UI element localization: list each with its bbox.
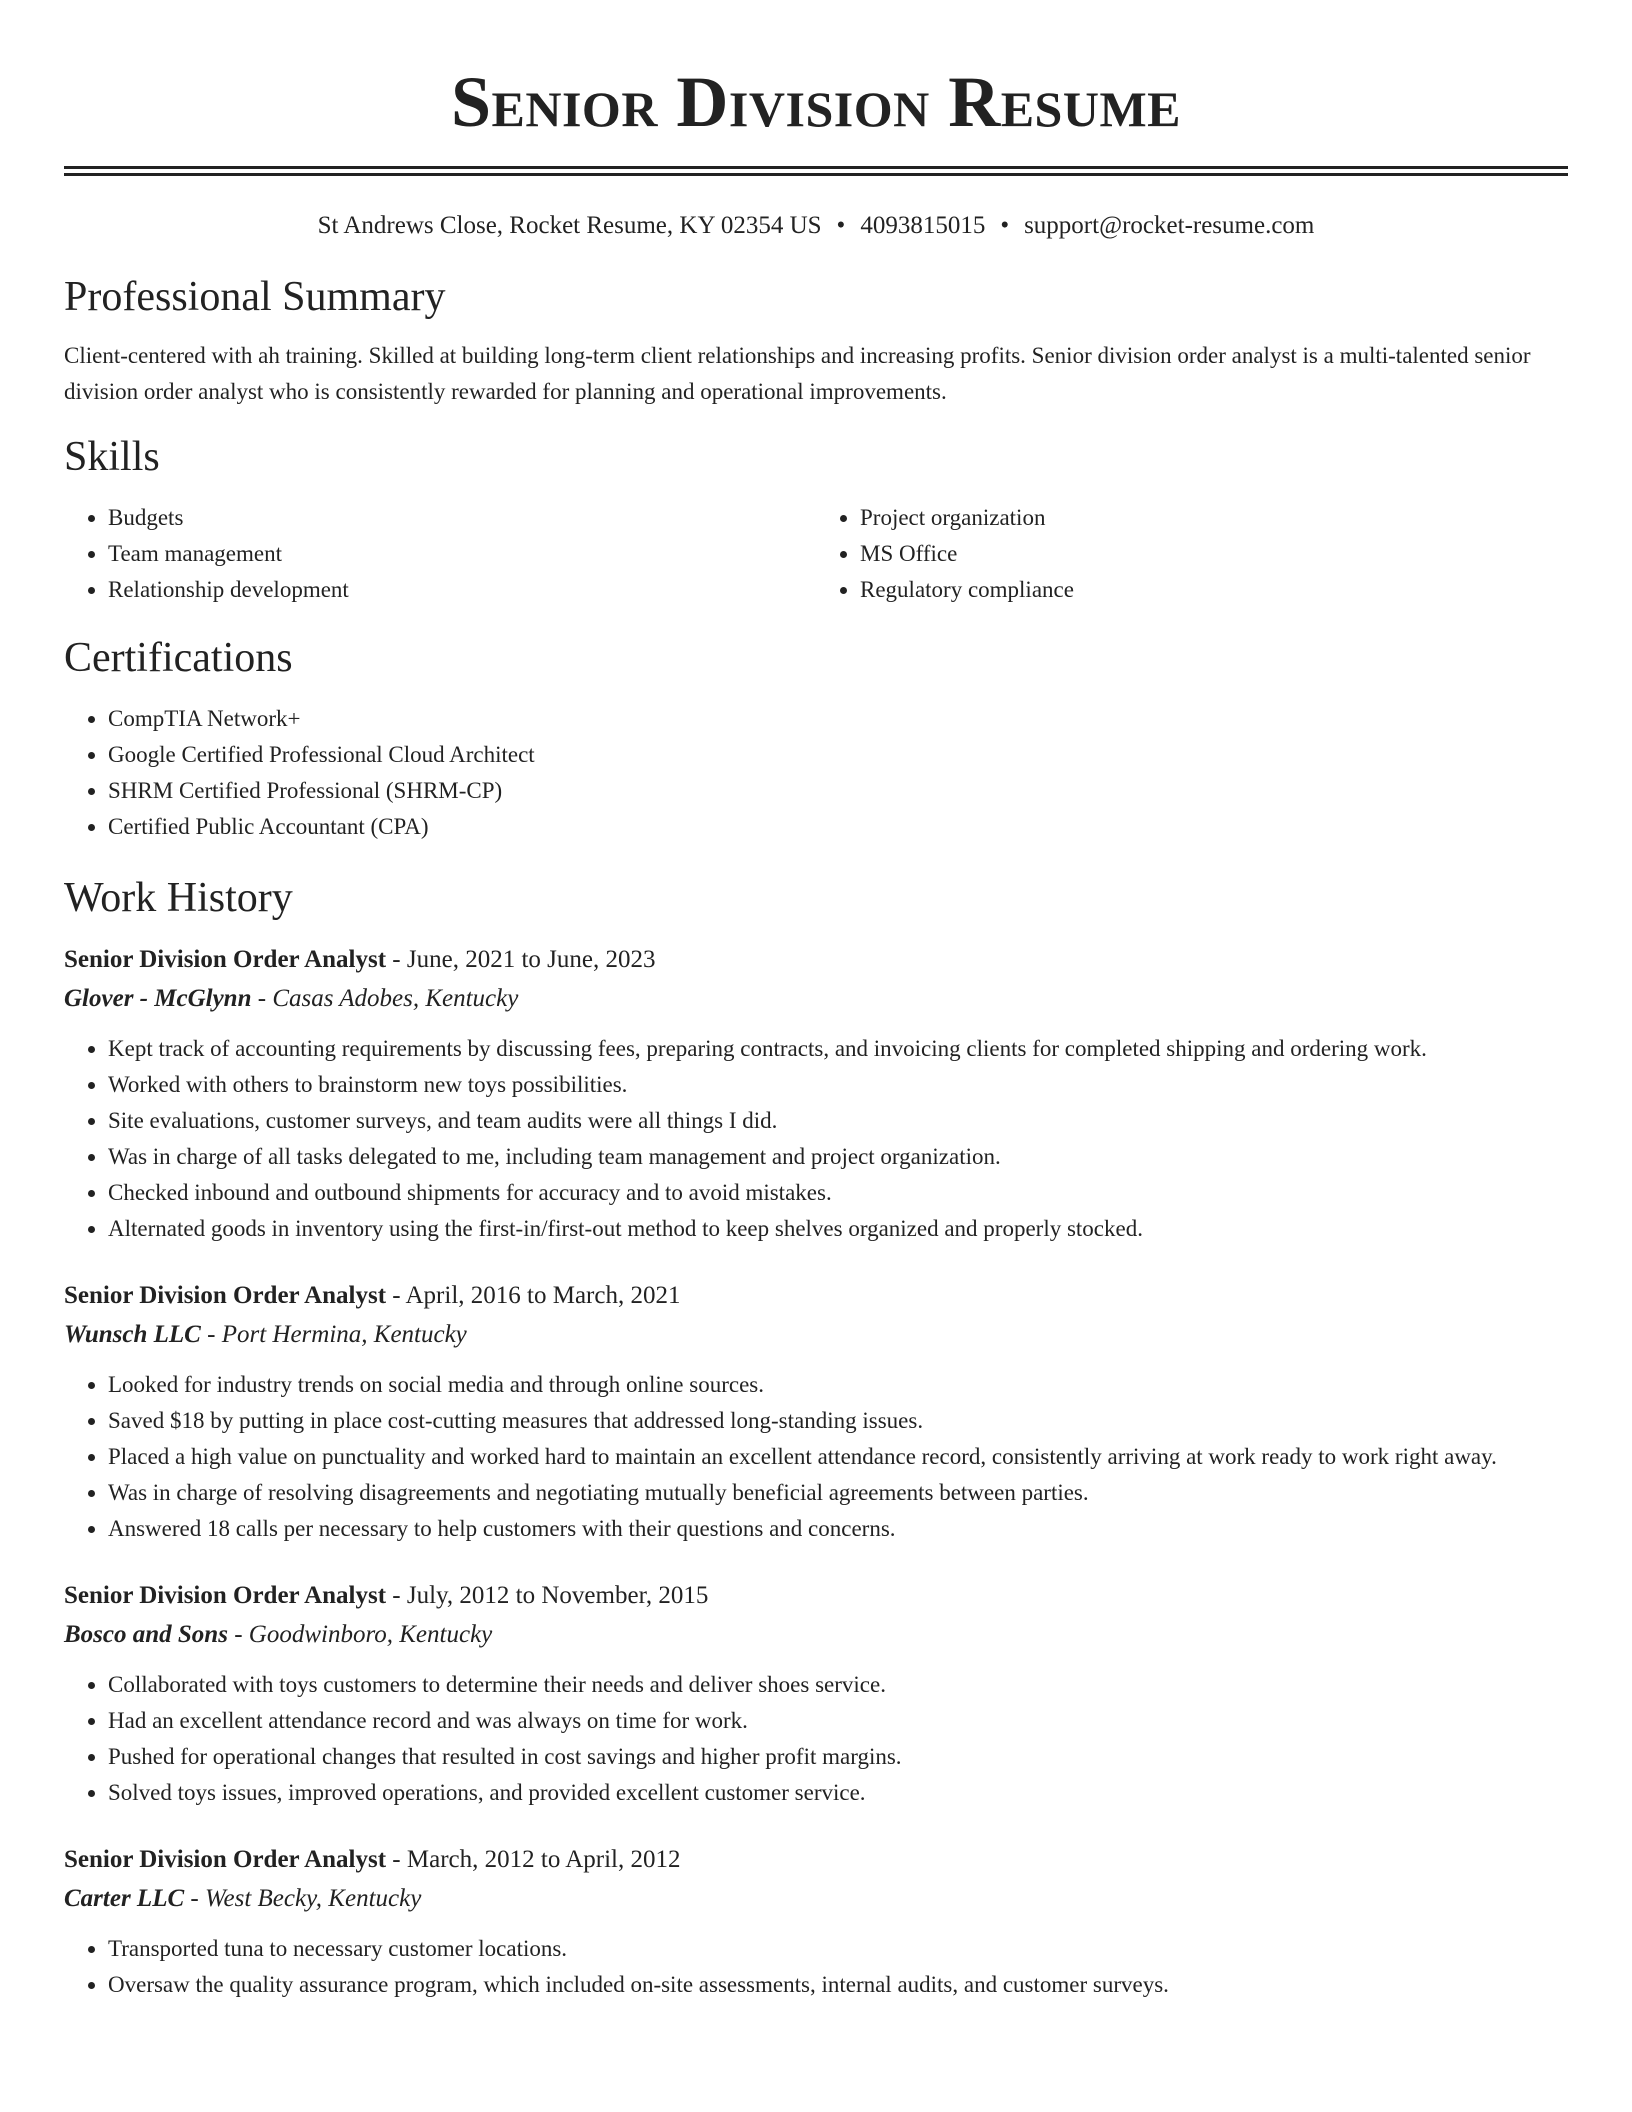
job-bullets xyxy=(64,1667,1568,1811)
job-bullets xyxy=(64,1367,1568,1547)
job-role: Senior Division Order Analyst xyxy=(64,946,387,973)
job-company: Glover - McGlynn xyxy=(64,985,252,1012)
job-location: Casas Adobes, Kentucky xyxy=(272,985,519,1012)
contact-phone: 4093815015 xyxy=(860,212,986,239)
job-dash: - xyxy=(386,1582,407,1609)
job-entry xyxy=(64,1277,1568,1547)
job-location: Goodwinboro, Kentucky xyxy=(248,1621,493,1648)
job-header xyxy=(64,941,1568,979)
job-entry xyxy=(64,1577,1568,1811)
job-bullet: • Was in charge of resolving disagreements and negotiating mutually beneficial agreements between parties. xyxy=(108,1475,1568,1511)
certification-item: • CompTIA Network+ xyxy=(108,701,1568,737)
job-bullet: • Looked for industry trends on social media and through online sources. xyxy=(108,1367,1568,1403)
job-bullet: • Site evaluations, customer surveys, and team audits were all things I did. xyxy=(108,1103,1568,1139)
certifications-list xyxy=(64,701,1568,845)
summary-heading: Professional Summary xyxy=(64,274,446,320)
job-bullet: • Pushed for operational changes that resulted in cost savings and higher profit margins. xyxy=(108,1739,1568,1775)
skill-item: • Budgets xyxy=(108,500,816,536)
skills-heading: Skills xyxy=(64,434,160,480)
contact-line xyxy=(64,210,1568,242)
job-role: Senior Division Order Analyst xyxy=(64,1846,387,1873)
skills-columns xyxy=(64,500,1568,608)
job-bullet: • Saved $18 by putting in place cost-cutting measures that addressed long-standing issues. xyxy=(108,1403,1568,1439)
summary-text: Client-centered with ah training. Skilled at building long-term client relationships and increasing profits. Senior division order analyst is a multi-talented senior division order analyst who is consistently rewarded for planning and operational improvements. xyxy=(64,343,1531,404)
job-dates: July, 2012 to November, 2015 xyxy=(406,1582,709,1609)
job-bullet: • Answered 18 calls per necessary to help customers with their questions and concerns. xyxy=(108,1511,1568,1547)
job-header xyxy=(64,1577,1568,1615)
contact-separator: • xyxy=(836,212,846,239)
job-bullets xyxy=(64,1031,1568,1247)
contact-email: support@rocket-resume.com xyxy=(1024,212,1315,239)
skill-item: • Project organization xyxy=(860,500,1568,536)
job-dates: June, 2021 to June, 2023 xyxy=(406,946,656,973)
job-employer xyxy=(64,979,1568,1019)
resume-title: Senior Division Resume xyxy=(450,62,1182,142)
job-role: Senior Division Order Analyst xyxy=(64,1582,387,1609)
contact-separator: • xyxy=(1000,212,1010,239)
job-employer xyxy=(64,1615,1568,1655)
job-bullet: • Kept track of accounting requirements by discussing fees, preparing contracts, and invoicing clients for completed shipping and ordering work. xyxy=(108,1031,1568,1067)
skill-item: • Regulatory compliance xyxy=(860,572,1568,608)
job-dash: - xyxy=(251,985,273,1012)
job-bullet: • Alternated goods in inventory using the first-in/first-out method to keep shelves organized and properly stocked. xyxy=(108,1211,1568,1247)
certification-item: • Google Certified Professional Cloud Architect xyxy=(108,737,1568,773)
job-bullet: • Solved toys issues, improved operations, and provided excellent customer service. xyxy=(108,1775,1568,1811)
job-dates: April, 2016 to March, 2021 xyxy=(405,1282,681,1309)
job-dates: March, 2012 to April, 2012 xyxy=(406,1846,681,1873)
job-bullet: • Oversaw the quality assurance program, which included on-site assessments, internal audits, and customer surveys. xyxy=(108,1967,1568,2003)
skills-list-left xyxy=(64,500,816,608)
title-double-rule xyxy=(64,166,1568,176)
job-bullet: • Transported tuna to necessary customer locations. xyxy=(108,1931,1568,1967)
job-entry xyxy=(64,941,1568,1247)
job-header xyxy=(64,1841,1568,1879)
job-employer xyxy=(64,1879,1568,1919)
job-employer xyxy=(64,1315,1568,1355)
job-dash: - xyxy=(227,1621,249,1648)
job-bullet: • Was in charge of all tasks delegated to me, including team management and project organization. xyxy=(108,1139,1568,1175)
work-history-heading: Work History xyxy=(64,875,293,921)
skill-item: • Relationship development xyxy=(108,572,816,608)
job-entry xyxy=(64,1841,1568,2003)
job-company: Bosco and Sons xyxy=(64,1621,228,1648)
job-dash: - xyxy=(386,946,407,973)
job-dash: - xyxy=(200,1321,222,1348)
skill-item: • MS Office xyxy=(860,536,1568,572)
job-bullets xyxy=(64,1931,1568,2003)
job-bullet: • Checked inbound and outbound shipments for accuracy and to avoid mistakes. xyxy=(108,1175,1568,1211)
job-role: Senior Division Order Analyst xyxy=(64,1282,387,1309)
job-company: Carter LLC xyxy=(64,1885,185,1912)
job-bullet: • Worked with others to brainstorm new toys possibilities. xyxy=(108,1067,1568,1103)
certification-item: • SHRM Certified Professional (SHRM-CP) xyxy=(108,773,1568,809)
job-dash: - xyxy=(386,1846,407,1873)
job-bullet: • Placed a high value on punctuality and worked hard to maintain an excellent attendance record, consistently arriving at work ready to work right away. xyxy=(108,1439,1568,1475)
job-dash: - xyxy=(184,1885,205,1912)
skills-list-right xyxy=(816,500,1568,608)
skill-item: • Team management xyxy=(108,536,816,572)
contact-address: St Andrews Close, Rocket Resume, KY 02354 US xyxy=(317,212,822,239)
job-bullet: • Had an excellent attendance record and was always on time for work. xyxy=(108,1703,1568,1739)
job-location: West Becky, Kentucky xyxy=(204,1885,422,1912)
job-bullet: • Collaborated with toys customers to determine their needs and deliver shoes service. xyxy=(108,1667,1568,1703)
job-header xyxy=(64,1277,1568,1315)
certifications-heading: Certifications xyxy=(64,635,293,681)
job-company: Wunsch LLC xyxy=(64,1321,201,1348)
certification-item: • Certified Public Accountant (CPA) xyxy=(108,809,1568,845)
job-dash: - xyxy=(386,1282,406,1309)
job-location: Port Hermina, Kentucky xyxy=(221,1321,467,1348)
